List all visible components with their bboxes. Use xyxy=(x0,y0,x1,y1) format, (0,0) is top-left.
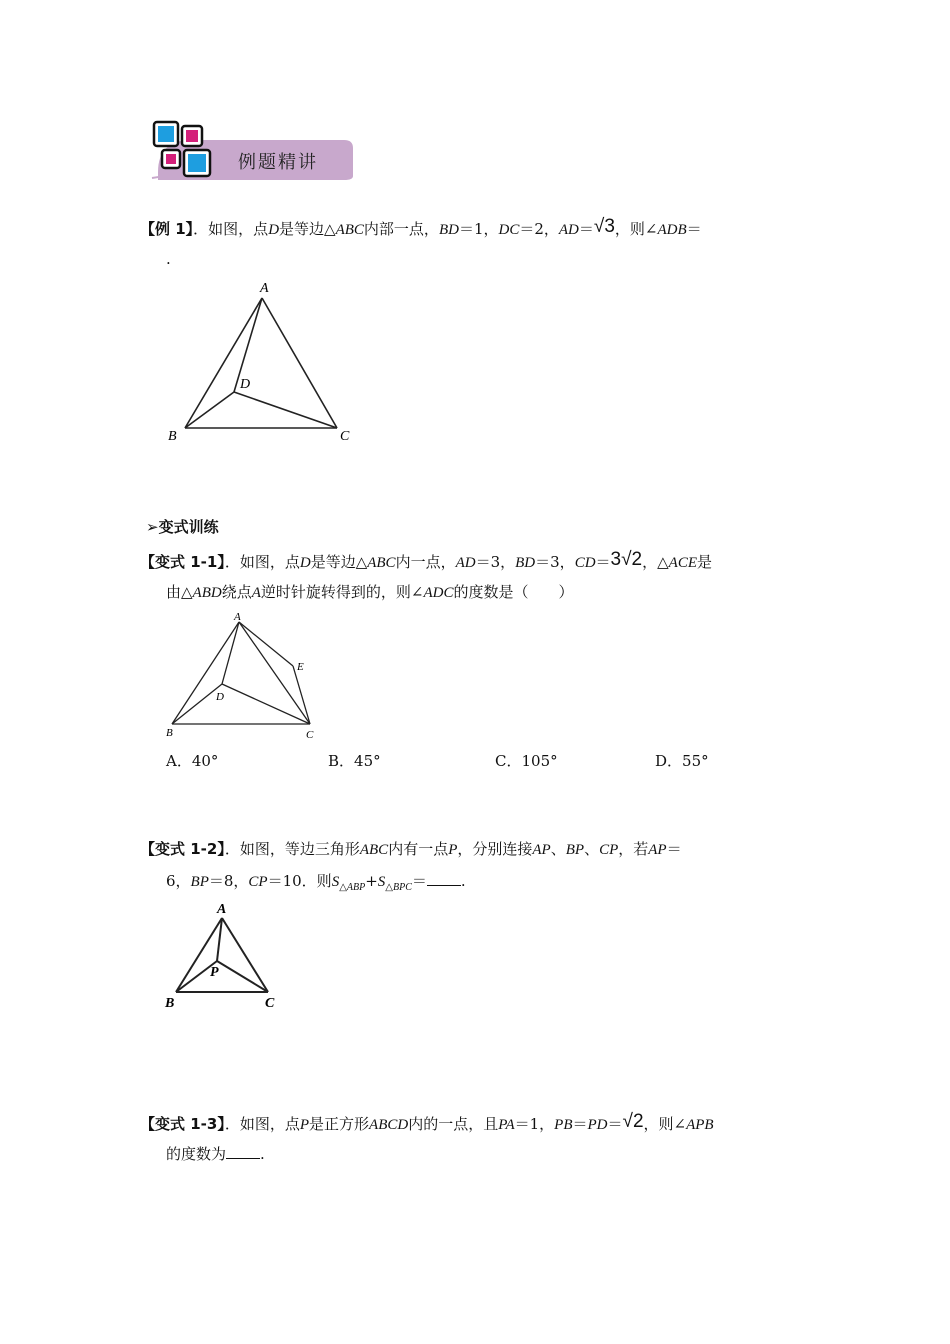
variant3-line2: 的度数为 . xyxy=(166,1145,265,1163)
example1-figure xyxy=(160,276,370,456)
fig1-label-C: C xyxy=(340,429,350,444)
variant1-label: 【变式 1-1】 xyxy=(140,553,225,571)
variant2-label: 【变式 1-2】 xyxy=(140,840,225,858)
variant2-figure xyxy=(158,898,288,1014)
example1-line2: . xyxy=(166,250,171,268)
variant1-line1: 【变式 1-1】．如图，点D是等边△ABC内一点，AD＝3，BD＝3，CD＝3√2，△ACE是 xyxy=(140,549,713,571)
variant1-option-d[interactable]: D．55° xyxy=(655,752,709,770)
section-title: ➢变式训练 xyxy=(146,518,219,536)
fig2-label-D: D xyxy=(216,691,224,703)
fig3-label-C: C xyxy=(265,996,275,1011)
variant1-option-b[interactable]: B．45° xyxy=(328,752,381,770)
fig2-label-B: B xyxy=(166,727,173,739)
variant1-figure xyxy=(160,608,330,748)
variant3-line1: 【变式 1-3】．如图，点P是正方形ABCD内的一点，且PA＝1，PB＝PD＝√2，则∠APB xyxy=(140,1111,714,1133)
fig2-label-A: A xyxy=(234,611,241,623)
variant1-line2: 由△ABD绕点A逆时针旋转得到的，则∠ADC的度数是（ ） xyxy=(166,583,574,601)
fig1-label-A: A xyxy=(260,281,269,296)
fig3-label-P: P xyxy=(210,965,219,980)
variant1-option-a[interactable]: A．40° xyxy=(166,752,219,770)
sqrt2-value: √2 xyxy=(622,1111,644,1132)
sqrt3-value: √3 xyxy=(593,216,615,237)
example1-label: 【例 1】 xyxy=(140,220,194,238)
three-sqrt2-value: 3√2 xyxy=(610,549,643,570)
variant3-label: 【变式 1-3】 xyxy=(140,1115,225,1133)
variant2-line2: 6，BP＝8，CP＝10．则$S_{\triangle ABP}+S_{\triangle BPC}=$ . xyxy=(166,872,466,893)
example1-line1: 【例 1】．如图，点D是等边△ABC内部一点，BD＝1，DC＝2，AD＝√3，则∠ADB＝ xyxy=(140,216,702,238)
answer-blank[interactable] xyxy=(427,871,461,886)
fig2-label-C: C xyxy=(306,729,314,741)
fig3-label-A: A xyxy=(217,902,227,917)
answer-blank-2[interactable] xyxy=(226,1144,260,1159)
variant1-option-c[interactable]: C．105° xyxy=(495,752,558,770)
section-header xyxy=(148,116,358,188)
variant2-line1: 【变式 1-2】．如图，等边三角形ABC内有一点P，分别连接AP、BP、CP，若AP＝ xyxy=(140,840,682,858)
fig1-label-B: B xyxy=(168,429,177,444)
fig3-label-B: B xyxy=(165,996,175,1011)
arrow-marker-icon: ➢ xyxy=(146,518,159,536)
header-title: 例题精讲 xyxy=(238,152,318,173)
fig2-label-E: E xyxy=(297,661,304,673)
fig1-label-D: D xyxy=(240,377,251,392)
